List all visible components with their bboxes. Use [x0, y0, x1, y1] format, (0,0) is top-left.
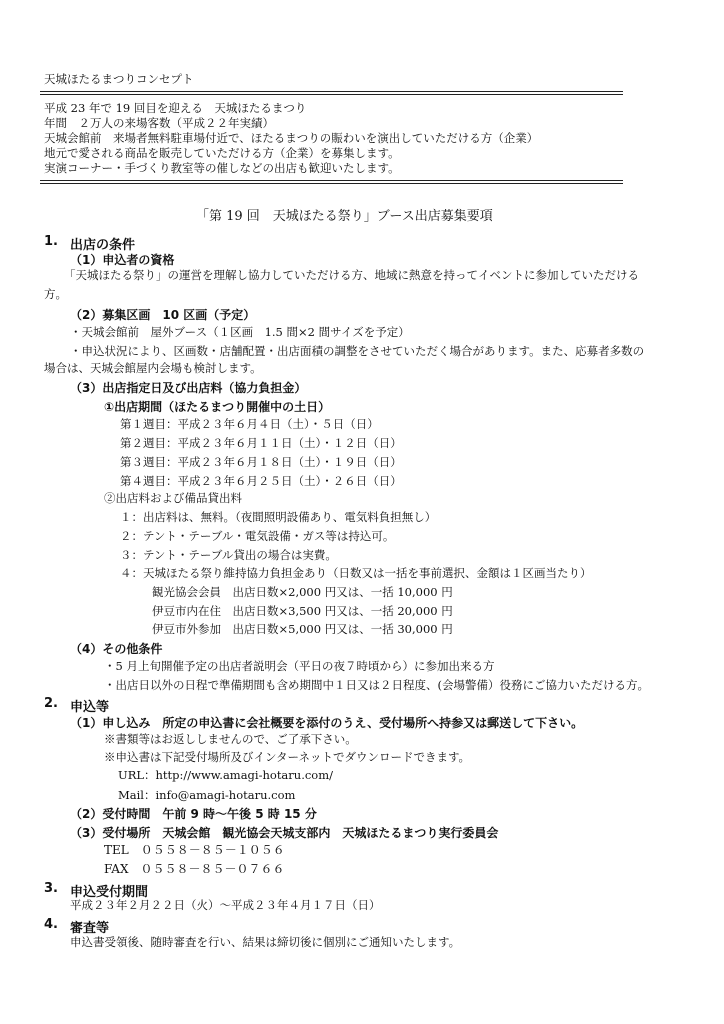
section-title: 申込等	[70, 700, 110, 715]
fee-line: ４：天城ほたる祭り維持協力負担金あり（日数又は一括を事前選択、金額は１区画当たり）	[120, 566, 592, 580]
section-number: 3.	[44, 881, 58, 896]
week-line: 第１週目：平成２３年６月４日（土）・５日（日）	[120, 417, 379, 431]
apply-line: （1）申し込み 所定の申込書に会社概要を添付のうえ、受付場所へ持参又は郵送して下さい。	[70, 716, 584, 730]
body-text: ・天城会館前 屋外ブース（１区画 1.5 間×2 間サイズを予定）	[70, 325, 410, 339]
note-line: ※申込書は下記受付場所及びインターネットでダウンロードできます。	[104, 750, 471, 764]
body-text: 平成２３年２月２２日（火）～平成２３年４月１７日（日）	[70, 898, 381, 912]
document-title: 「第 19 回 天城ほたる祭り」ブース出店募集要項	[196, 209, 493, 224]
subsection-title: （2）募集区画 10 区画（予定）	[70, 308, 256, 322]
concept-line: 年間 ２万人の来場客数（平成２２年実績）	[44, 116, 274, 130]
fee-line: ３：テント・テーブル貸出の場合は実費。	[120, 548, 337, 562]
week-line: 第２週目：平成２３年６月１１日（土）・１２日（日）	[120, 436, 402, 450]
note-line: ※書類等はお返ししませんので、ご了承下さい。	[104, 732, 357, 746]
mail-text: Mail：info@amagi-hotaru.com	[118, 788, 296, 802]
week-line: 第４週目：平成２３年６月２５日（土）・２６日（日）	[120, 474, 402, 488]
body-text: 場合は、天城会館屋内会場も検討します。	[44, 361, 262, 375]
divider-top-1	[40, 91, 623, 92]
body-text: ・申込状況により、区画数・店舗配置・出店面積の調整をさせていただく場合があります。また、応募者多数の	[70, 344, 645, 358]
subsection-title: （4）その他条件	[70, 642, 163, 656]
hours-line: （2）受付時間 午前 9 時～午後 5 時 15 分	[70, 807, 317, 821]
concept-line: 天城会館前 来場者無料駐車場付近で、ほたるまつりの賑わいを演出していただける方（企業）	[44, 131, 539, 145]
fee-title: ②出店料および備品貸出料	[104, 491, 242, 505]
concept-line: 平成 23 年で 19 回目を迎える 天城ほたるまつり	[44, 101, 307, 115]
body-text: 申込書受領後、随時審査を行い、結果は締切後に個別にご通知いたします。	[70, 935, 461, 949]
concept-heading: 天城ほたるまつりコンセプト	[44, 72, 194, 86]
fee-line: ２：テント・テーブル・電気設備・ガス等は持込可。	[120, 529, 395, 543]
tel-text: TEL ０５５８－８５－１０５６	[104, 843, 285, 857]
subsection-title: （3）出店指定日及び出店料（協力負担金）	[70, 381, 307, 395]
place-line: （3）受付場所 天城会館 観光協会天城支部内 天城ほたるまつり実行委員会	[70, 826, 499, 840]
body-text: 「天城ほたる祭り」の運営を理解し協力していただける方、地域に熱意を持ってイベントに参加していただける	[64, 268, 639, 282]
url-text: URL：http://www.amagi-hotaru.com/	[118, 768, 333, 782]
section-number: 1.	[44, 234, 58, 249]
period-title: ①出店期間（ほたるまつり開催中の土日）	[104, 400, 331, 414]
subsection-title: （1）申込者の資格	[70, 253, 175, 267]
body-text: ・5 月上旬開催予定の出店者説明会（平日の夜７時頃から）に参加出来る方	[104, 659, 495, 673]
rate-line: 伊豆市外参加 出店日数×5,000 円又は、一括 30,000 円	[152, 622, 453, 636]
body-text: 方。	[44, 287, 67, 301]
divider-bottom-1	[40, 180, 623, 181]
section-title: 出店の条件	[70, 238, 136, 253]
body-text: ・出店日以外の日程で準備期間も含め期間中１日又は２日程度、(会場警備）役務にご協力いただける方。	[104, 678, 649, 692]
section-number: 4.	[44, 917, 58, 932]
section-title: 申込受付期間	[70, 885, 149, 900]
section-title: 審査等	[70, 921, 110, 936]
week-line: 第３週目：平成２３年６月１８日（土）・１９日（日）	[120, 455, 402, 469]
concept-line: 実演コーナー・手づくり教室等の催しなどの出店も歓迎いたします。	[44, 161, 400, 175]
rate-line: 伊豆市内在住 出店日数×3,500 円又は、一括 20,000 円	[152, 604, 453, 618]
divider-top-2	[40, 94, 623, 95]
fax-text: FAX ０５５８－８５－０７６６	[104, 862, 285, 876]
fee-line: １：出店料は、無料。（夜間照明設備あり、電気料負担無し）	[120, 510, 437, 524]
rate-line: 観光協会会員 出店日数×2,000 円又は、一括 10,000 円	[152, 585, 453, 599]
section-number: 2.	[44, 696, 58, 711]
concept-line: 地元で愛される商品を販売していただける方（企業）を募集します。	[44, 146, 400, 160]
divider-bottom-2	[40, 183, 623, 184]
